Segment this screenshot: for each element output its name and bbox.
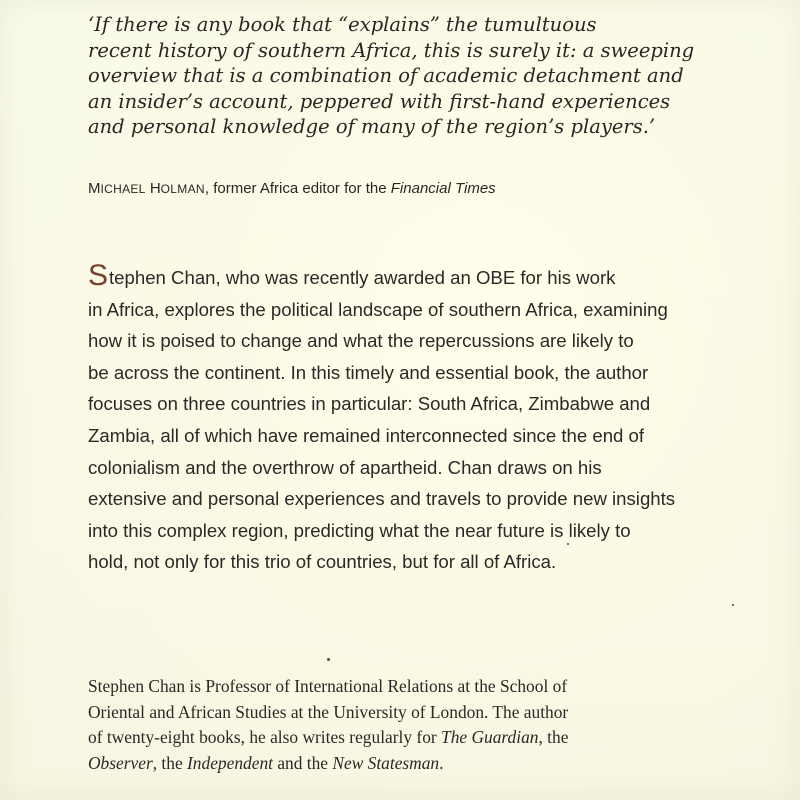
attribution-surname-rest: OLMAN: [160, 182, 205, 196]
book-description: [88, 259, 768, 578]
bio-text: and the: [272, 752, 333, 773]
description-line: Zambia, all of which have remained interconnected since the end of: [88, 424, 645, 446]
quote-attribution: [88, 180, 496, 197]
drop-cap: S: [88, 259, 109, 292]
quote-line: overview that is a combination of academic detachment and: [88, 64, 684, 87]
publication-independent: Independent: [187, 752, 273, 773]
bio-line: [88, 751, 768, 777]
print-speck: [567, 543, 569, 545]
description-line: hold, not only for this trio of countries, but for all of Africa.: [88, 551, 557, 573]
bio-line: Oriental and African Studies at the University of London. The author: [88, 701, 569, 722]
description-first-line: tephen Chan, who was recently awarded an OBE for his work: [109, 267, 616, 288]
publication-new-statesman: New Statesman: [332, 752, 440, 773]
print-speck: [732, 604, 734, 606]
bio-text: of twenty-eight books, he also writes regularly for: [88, 727, 442, 747]
bio-text: , the: [538, 727, 569, 747]
bio-text: .: [439, 752, 444, 773]
publication-observer: Observer: [88, 752, 153, 773]
author-bio: [88, 674, 768, 776]
description-line: in Africa, explores the political landscape of southern Africa, examining: [88, 298, 668, 320]
attribution-surname-initial: H: [149, 180, 161, 197]
attribution-role: , former Africa editor for the: [204, 180, 391, 197]
description-line: [88, 259, 768, 294]
quote-line: ‘If there is any book that “explains” the tumultuous: [88, 13, 597, 36]
attribution-publication: Financial Times: [390, 180, 496, 197]
description-line: how it is poised to change and what the repercussions are likely to: [88, 330, 634, 352]
description-line: into this complex region, predicting what the near future is likely to: [88, 519, 631, 541]
bio-text: , the: [152, 752, 188, 773]
quote-line: and personal knowledge of many of the region’s players.’: [88, 115, 656, 138]
description-line: extensive and personal experiences and travels to provide new insights: [88, 488, 676, 510]
attribution-name-rest: ICHAEL: [100, 182, 146, 196]
publication-guardian: The Guardian: [441, 727, 539, 747]
bio-line: [88, 725, 768, 751]
description-line: focuses on three countries in particular: South Africa, Zimbabwe and: [88, 393, 651, 415]
quote-line: recent history of southern Africa, this is surely it: a sweeping: [88, 38, 695, 62]
review-quote: [88, 12, 748, 140]
description-line: colonialism and the overthrow of apartheid. Chan draws on his: [88, 456, 602, 478]
bio-line: Stephen Chan is Professor of International Relations at the School of: [88, 676, 568, 696]
quote-line: an insider’s account, peppered with first-hand experiences: [88, 89, 671, 113]
print-speck: [327, 658, 330, 661]
attribution-name-initial: M: [88, 180, 101, 197]
description-line: be across the continent. In this timely and essential book, the author: [88, 361, 649, 383]
